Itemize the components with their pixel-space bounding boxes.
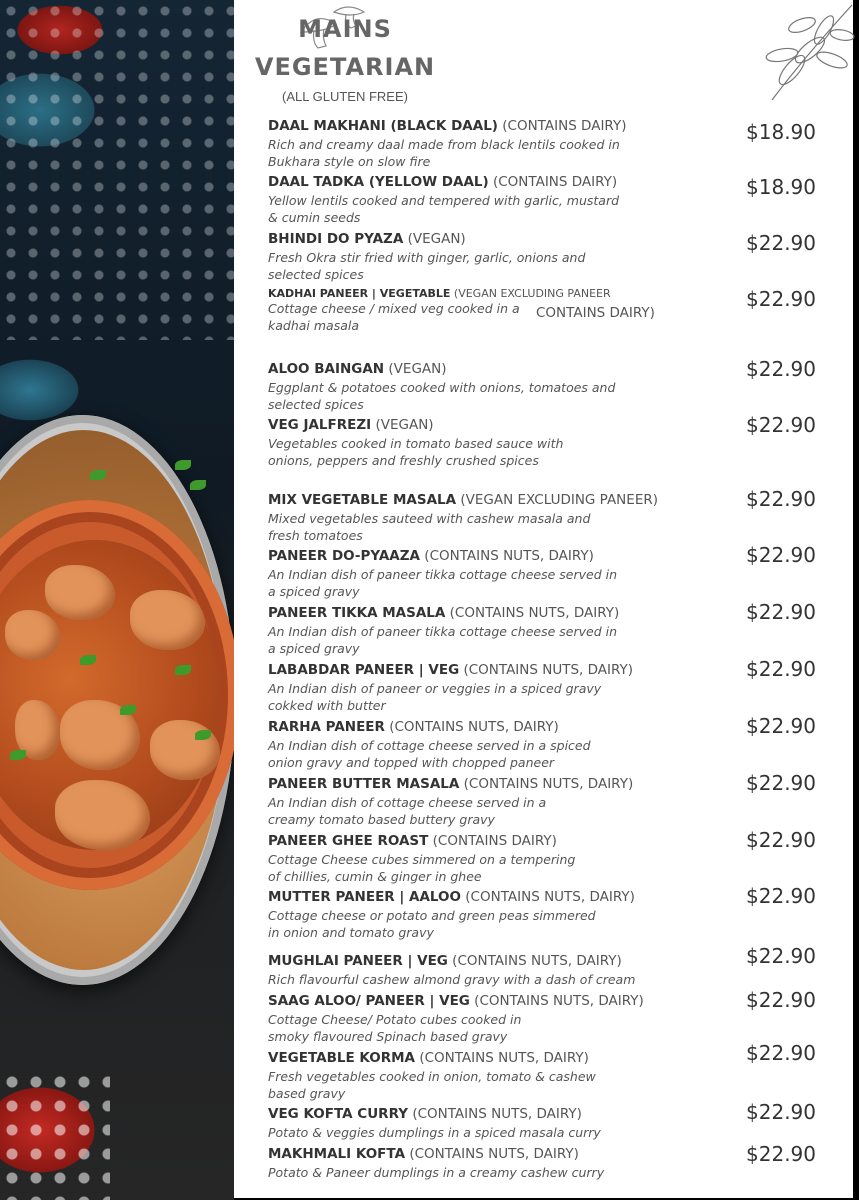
item-note-continued: CONTAINS DAIRY) [536, 305, 655, 321]
item-name: KADHAI PANEER | VEGETABLE [268, 287, 451, 300]
item-price: $22.90 [746, 771, 816, 795]
menu-item [268, 417, 738, 469]
coriander-leaf [190, 480, 206, 490]
item-desc-line: kadhai masala [268, 318, 360, 333]
item-note: (CONTAINS NUTS, DAIRY) [465, 889, 635, 905]
menu-item [268, 118, 738, 170]
item-name: PANEER BUTTER MASALA [268, 776, 460, 792]
red-polka-cloth [0, 1070, 110, 1200]
item-desc-line: of chillies, cumin & ginger in ghee [268, 869, 482, 884]
item-desc-line: selected spices [268, 397, 364, 412]
item-price: $22.90 [746, 988, 816, 1012]
item-price: $22.90 [746, 357, 816, 381]
item-name: DAAL TADKA (YELLOW DAAL) [268, 174, 489, 190]
menu-item [268, 662, 738, 714]
item-desc-line: selected spices [268, 267, 364, 282]
menu-title-line1: MAINS [298, 15, 392, 43]
item-desc-line: Potato & veggies dumplings in a spiced masala curry [268, 1125, 601, 1140]
item-desc-line: Rich and creamy daal made from black lentils cooked in [268, 137, 620, 152]
item-price: $22.90 [746, 884, 816, 908]
menu-item [268, 833, 738, 885]
item-desc-line: Fresh Okra stir fried with ginger, garlic, onions and [268, 250, 586, 265]
item-desc-line: in onion and tomato gravy [268, 925, 434, 940]
item-note: (VEGAN) [375, 417, 434, 433]
item-desc-line: An Indian dish of paneer or veggies in a spiced gravy [268, 681, 602, 696]
menu-item [268, 1146, 738, 1181]
coriander-leaf [175, 665, 191, 675]
item-note: (CONTAINS DAIRY) [502, 118, 627, 134]
item-price: $22.90 [746, 487, 816, 511]
item-desc-line: & cumin seeds [268, 210, 361, 225]
item-desc-line: onions, peppers and freshly crushed spices [268, 453, 539, 468]
item-desc-line: Eggplant & potatoes cooked with onions, tomatoes and [268, 380, 616, 395]
item-name: PANEER GHEE ROAST [268, 833, 429, 849]
item-note: (CONTAINS DAIRY) [492, 174, 618, 190]
coriander-leaf [120, 705, 136, 715]
item-name: VEG KOFTA CURRY [268, 1106, 409, 1122]
item-name: MAKHMALI KOFTA [268, 1146, 406, 1162]
menu-subtitle: (ALL GLUTEN FREE) [282, 89, 408, 104]
item-desc-line: Cottage cheese or potato and green peas simmered [268, 908, 596, 923]
item-desc-line: Potato & Paneer dumplings in a creamy cashew curry [268, 1165, 605, 1180]
item-price: $22.90 [746, 1142, 816, 1166]
item-name: DAAL MAKHANI (BLACK DAAL) [268, 118, 498, 134]
item-note: (CONTAINS NUTS, DAIRY) [389, 719, 559, 735]
item-desc-line: a spiced gravy [268, 584, 360, 599]
item-note: (CONTAINS NUTS, DAIRY) [409, 1146, 579, 1162]
menu-item [268, 776, 738, 828]
item-price: $22.90 [746, 543, 816, 567]
item-note: (CONTAINS NUTS, DAIRY) [474, 993, 644, 1009]
menu-item [268, 287, 738, 334]
item-name: PANEER DO-PYAAZA [268, 548, 420, 564]
item-price: $18.90 [746, 175, 816, 199]
menu-item [268, 1106, 738, 1141]
item-note: (VEGAN) [388, 361, 447, 377]
menu-item [268, 174, 738, 226]
curry-leaves-sketch-icon [762, 0, 857, 105]
item-desc-line: a spiced gravy [268, 641, 360, 656]
item-note: (VEGAN EXCLUDING PANEER [453, 287, 611, 300]
item-price: $22.90 [746, 944, 816, 968]
menu-item [268, 1050, 738, 1102]
coriander-leaf [10, 750, 26, 760]
item-price: $22.90 [746, 1100, 816, 1124]
item-note: (CONTAINS NUTS, DAIRY) [412, 1106, 582, 1122]
item-note: (VEGAN EXCLUDING PANEER) [460, 492, 658, 508]
menu-item [268, 231, 738, 283]
item-note: (CONTAINS NUTS, DAIRY) [463, 662, 634, 678]
item-desc-line: smoky flavoured Spinach based gravy [268, 1029, 508, 1044]
item-desc-line: based gravy [268, 1086, 346, 1101]
item-price: $22.90 [746, 1041, 816, 1065]
coriander-leaf [175, 460, 191, 470]
item-desc-line: Cottage Cheese cubes simmered on a tempering [268, 852, 576, 867]
food-photo [0, 0, 234, 1200]
item-name: ALOO BAINGAN [268, 361, 385, 377]
item-name: PANEER TIKKA MASALA [268, 605, 446, 621]
menu-item [268, 889, 738, 941]
menu-item [268, 605, 738, 657]
item-name: MUGHLAI PANEER | VEG [268, 953, 448, 969]
item-name: MUTTER PANEER | AALOO [268, 889, 461, 905]
item-price: $22.90 [746, 231, 816, 255]
item-desc-line: Cottage Cheese/ Potato cubes cooked in [268, 1012, 522, 1027]
item-desc-line: Mixed vegetables sauteed with cashew masala and [268, 511, 591, 526]
item-price: $22.90 [746, 828, 816, 852]
coriander-leaf [195, 730, 211, 740]
item-desc-line: Yellow lentils cooked and tempered with garlic, mustard [268, 193, 620, 208]
menu-item [268, 492, 738, 544]
menu-item [268, 953, 738, 988]
item-name: VEGETABLE KORMA [268, 1050, 416, 1066]
menu-item [268, 548, 738, 600]
menu-item [268, 361, 738, 413]
item-price: $22.90 [746, 413, 816, 437]
item-desc-line: An Indian dish of paneer tikka cottage cheese served in [268, 567, 618, 582]
item-note: (CONTAINS NUTS, DAIRY) [452, 953, 622, 969]
item-name: SAAG ALOO/ PANEER | VEG [268, 993, 470, 1009]
item-desc-line: Vegetables cooked in tomato based sauce with [268, 436, 564, 451]
bandhani-fabric [0, 0, 234, 340]
item-price: $22.90 [746, 287, 816, 311]
item-desc-line: An Indian dish of cottage cheese served in a spiced [268, 738, 591, 753]
item-price: $22.90 [746, 600, 816, 624]
coriander-leaf [90, 470, 106, 480]
item-price: $18.90 [746, 120, 816, 144]
item-desc-line: An Indian dish of cottage cheese served in a [268, 795, 547, 810]
item-note: (CONTAINS NUTS, DAIRY) [463, 776, 634, 792]
item-name: RARHA PANEER [268, 719, 385, 735]
item-name: LABABDAR PANEER | VEG [268, 662, 460, 678]
item-note: (CONTAINS NUTS, DAIRY) [449, 605, 620, 621]
item-name: BHINDI DO PYAZA [268, 231, 404, 247]
item-desc-line: Cottage cheese / mixed veg cooked in a [268, 301, 520, 316]
menu-title-line2: VEGETARIAN [254, 53, 436, 81]
item-desc-line: fresh tomatoes [268, 528, 363, 543]
item-desc-line: An Indian dish of paneer tikka cottage cheese served in [268, 624, 618, 639]
item-desc-line: cokked with butter [268, 698, 386, 713]
coriander-leaf [80, 655, 96, 665]
item-price: $22.90 [746, 714, 816, 738]
menu-item [268, 719, 738, 771]
item-note: (CONTAINS NUTS, DAIRY) [424, 548, 594, 564]
item-note: (CONTAINS DAIRY) [432, 833, 557, 849]
item-note: (VEGAN) [407, 231, 466, 247]
item-name: MIX VEGETABLE MASALA [268, 492, 457, 508]
menu-item [268, 993, 738, 1045]
item-desc-line: creamy tomato based buttery gravy [268, 812, 495, 827]
item-price: $22.90 [746, 657, 816, 681]
item-desc-line: Rich flavourful cashew almond gravy with a dash of cream [268, 972, 636, 987]
item-name: VEG JALFREZI [268, 417, 372, 433]
item-desc-line: onion gravy and topped with chopped paneer [268, 755, 555, 770]
item-note: (CONTAINS NUTS, DAIRY) [419, 1050, 589, 1066]
item-desc-line: Fresh vegetables cooked in onion, tomato & cashew [268, 1069, 596, 1084]
item-desc-line: Bukhara style on slow fire [268, 154, 431, 169]
